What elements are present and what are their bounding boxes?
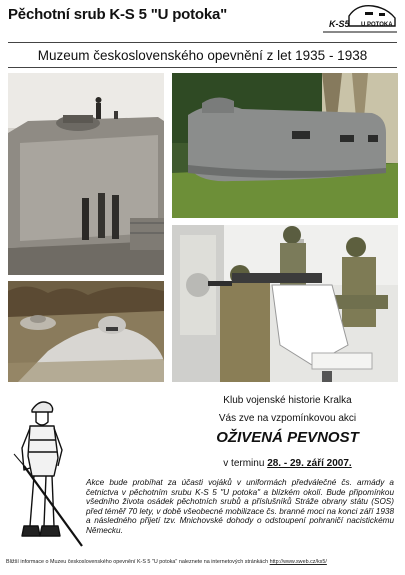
footer-link[interactable]: http://www.sweb.cz/ks5/ xyxy=(269,559,327,565)
term-prefix: v terminu xyxy=(223,458,265,469)
soldiers-with-machine-gun-photo xyxy=(172,225,398,382)
club-name: Klub vojenské historie Kralka xyxy=(223,395,352,406)
invitation-line: Vás zve na vzpomínkovou akci xyxy=(218,413,357,424)
page-title: Pěchotní srub K-S 5 "U potoka" xyxy=(8,6,228,23)
bunker-in-landscape-photo xyxy=(8,281,164,382)
bunker-in-forest-photo xyxy=(172,73,398,218)
soldier-with-rifle-icon xyxy=(10,396,84,552)
header-divider xyxy=(8,42,397,43)
subtitle-divider xyxy=(8,67,397,68)
event-term xyxy=(170,458,405,469)
event-description: Akce bude probíhat za účasti vojáků v uniformách předválečné čs. armády a četnictva v pěchotním srubu K-S 5 "U potoka" a blízkém okolí. Bude připomínkou všedního života osádek pěchotních srubů a příslušníků Stráže obrany státu (SOS) před téměř 70 lety, v době všeobecné mobilizace čs. branné moci na konci září 1938 a následného přijetí tzv. Mnichovské dohody o odstoupení pohraničí nacistickému Německu. xyxy=(86,478,394,535)
historic-bunker-photo xyxy=(8,73,164,275)
footer-text: Bližší informace o Muzeu československého opevnění K-S 5 "U potoka" naleznete na internetových stránkách xyxy=(6,559,269,565)
event-dates: 28. - 29. září 2007. xyxy=(267,458,352,469)
event-name: OŽIVENÁ PEVNOST xyxy=(216,429,359,446)
museum-logo xyxy=(321,2,399,40)
soldier-illustration xyxy=(10,396,84,552)
footer-info xyxy=(6,559,401,565)
logo-code: K-S5 xyxy=(329,19,350,29)
page-subtitle: Muzeum československého opevnění z let 1935 - 1938 xyxy=(37,48,368,63)
logo-name: U POTOKA xyxy=(361,22,393,28)
